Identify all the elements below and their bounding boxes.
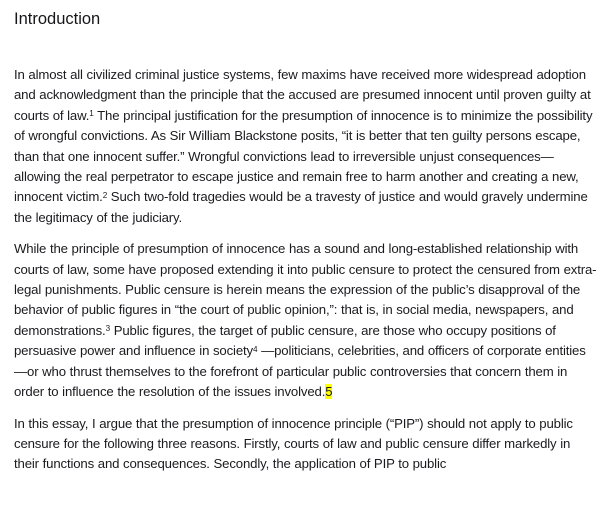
text-run: In this essay, I argue that the presumption of innocence principle (“PIP”) should not apply to public censure for the following three reasons. Firstly, courts of law and public censure differ markedly in their functions and consequences. Secondly, the application of PIP to public bbox=[14, 415, 573, 472]
text-run: Such two-fold tragedies would be a travesty of justice and would gravely undermine the legitimacy of the judiciary. bbox=[14, 189, 588, 225]
paragraph-2 bbox=[14, 239, 597, 402]
footnote-reference: 2 bbox=[102, 190, 108, 200]
text-run: In almost all civilized criminal justice systems, few maxims have received more widespread adoption and acknowledgment than the principle that the accused are presumed innocent until proven guilty at courts of law. bbox=[14, 67, 591, 123]
text-run: —politicians, celebrities, and officers of corporate entities—or who thrust themselves to the forefront of particular public controversies that concern them in order to influence the resolution of the issues involved. bbox=[14, 343, 586, 400]
text-run: While the principle of presumption of innocence has a sound and long-established relationship with courts of law, some have proposed extending it into public censure to protect the censured from extra-legal punishments. Public censure is herein means the expression of the public’s disapproval of the behavior of public figures in “the court of public opinion,”: that is, in social media, newspapers, and demonstrations. bbox=[14, 241, 597, 338]
footnote-reference: 1 bbox=[89, 109, 94, 119]
document-heading: Introduction bbox=[14, 10, 101, 28]
footnote-reference: 3 bbox=[105, 324, 110, 334]
footnote-reference: 4 bbox=[252, 344, 258, 354]
text-run: The principal justification for the presumption of innocence is to minimize the possibility of wrongful convictions. As Sir William Blackstone posits, “it is better that ten guilty persons escape, than that one innocent suffer.” Wrongful convictions lead to irreversible unjust consequences—allowing the real perpetrator to escape justice and remain free to harm another and creating a new, innocent victim. bbox=[14, 107, 593, 205]
paragraph-1 bbox=[14, 65, 597, 228]
highlighted-footnote-reference: 5 bbox=[325, 384, 333, 400]
paragraph-3 bbox=[14, 414, 597, 475]
text-run: Public figures, the target of public censure, are those who occupy positions of persuasive power and influence in society bbox=[14, 322, 556, 359]
